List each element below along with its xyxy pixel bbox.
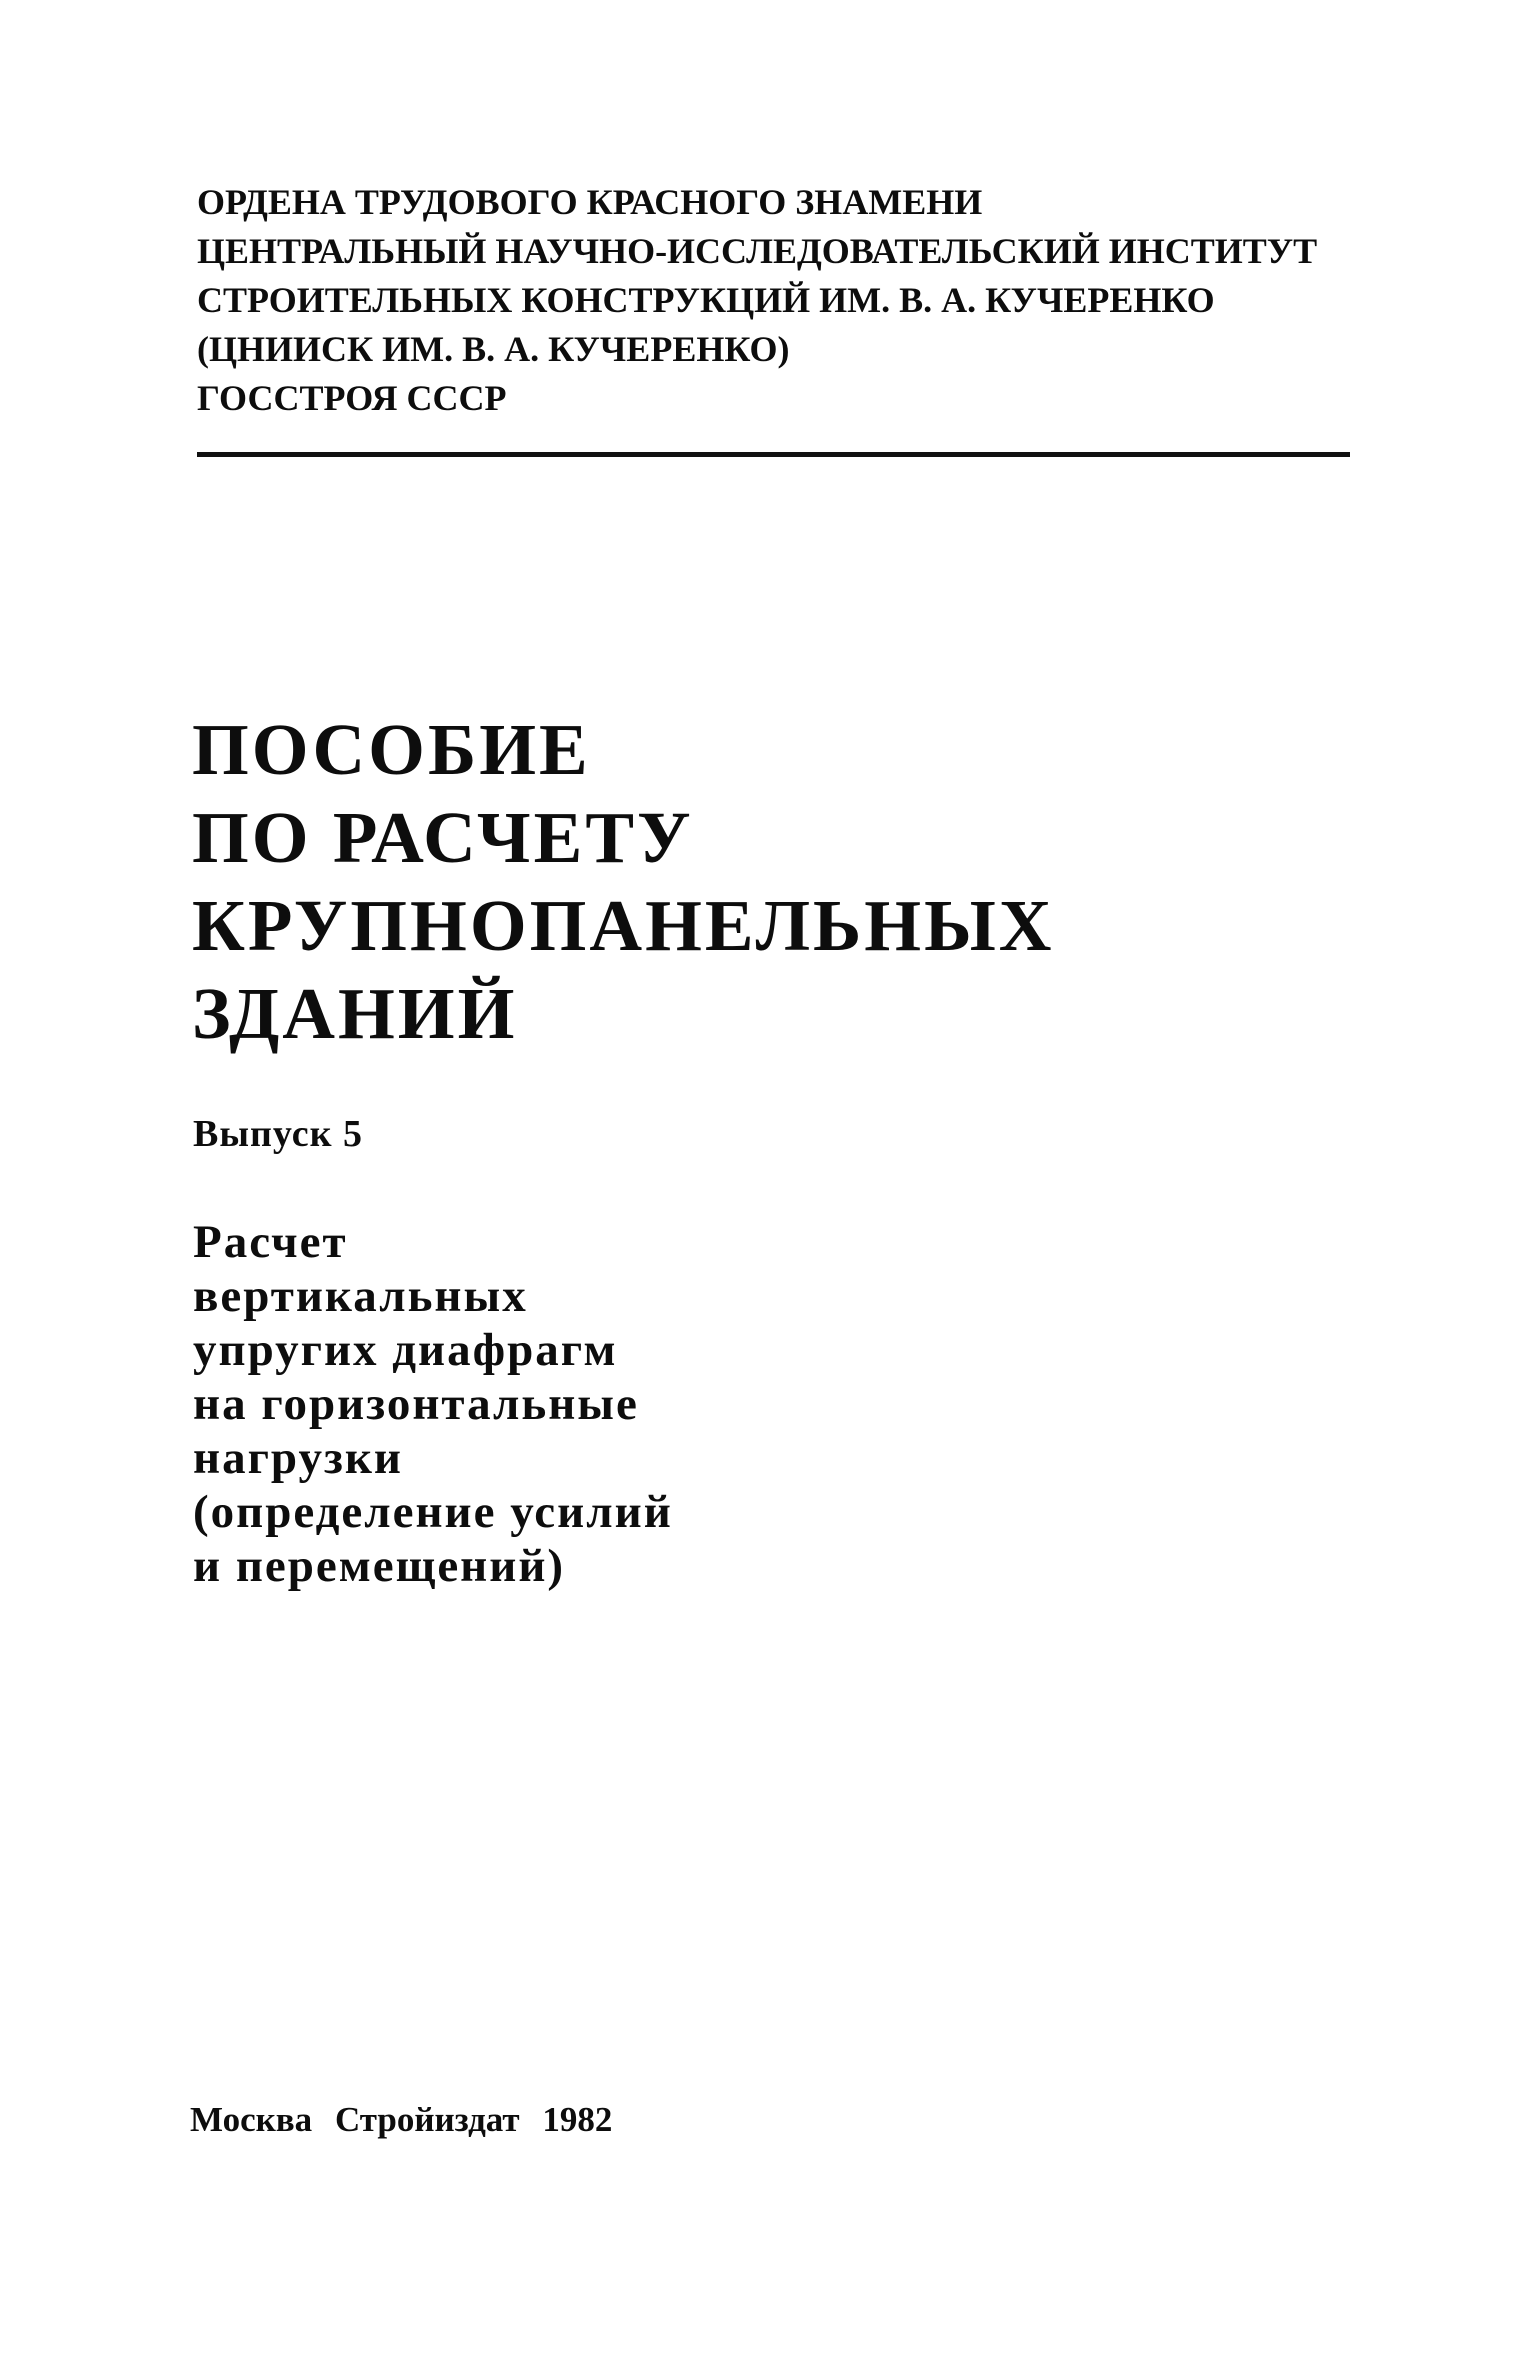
organization-header [197, 178, 1397, 423]
book-title [192, 706, 1392, 1058]
book-title-line: ПОСОБИЕ [192, 709, 591, 790]
subtitle-line: (определение усилий [193, 1486, 673, 1538]
book-title-line: КРУПНОПАНЕЛЬНЫХ [192, 885, 1055, 966]
book-title-line: ЗДАНИЙ [192, 973, 518, 1054]
organization-line: ОРДЕНА ТРУДОВОГО КРАСНОГО ЗНАМЕНИ [197, 182, 983, 222]
imprint-publisher: Стройиздат [334, 2100, 520, 2139]
subtitle-line: вертикальных [193, 1270, 528, 1322]
subtitle-line: упругих диафрагм [193, 1324, 618, 1376]
subtitle-line: Расчет [193, 1216, 348, 1268]
organization-line: ЦЕНТРАЛЬНЫЙ НАУЧНО-ИССЛЕДОВАТЕЛЬСКИЙ ИНСТИТУТ [197, 231, 1318, 271]
imprint-city: Москва [190, 2100, 313, 2139]
subtitle-line: на горизонтальные [193, 1378, 639, 1430]
organization-line: СТРОИТЕЛЬНЫХ КОНСТРУКЦИЙ ИМ. В. А. КУЧЕРЕНКО [197, 280, 1215, 320]
imprint [190, 2098, 626, 2142]
organization-line: ГОССТРОЯ СССР [197, 378, 507, 418]
book-subtitle [193, 1215, 1293, 1593]
horizontal-divider [197, 452, 1350, 457]
book-title-line: ПО РАСЧЕТУ [192, 797, 694, 878]
imprint-year: 1982 [542, 2100, 613, 2139]
subtitle-line: нагрузки [193, 1432, 403, 1484]
organization-line: (ЦНИИСК ИМ. В. А. КУЧЕРЕНКО) [197, 329, 790, 369]
issue-number: Выпуск 5 [193, 1113, 364, 1155]
subtitle-line: и перемещений) [193, 1540, 566, 1592]
